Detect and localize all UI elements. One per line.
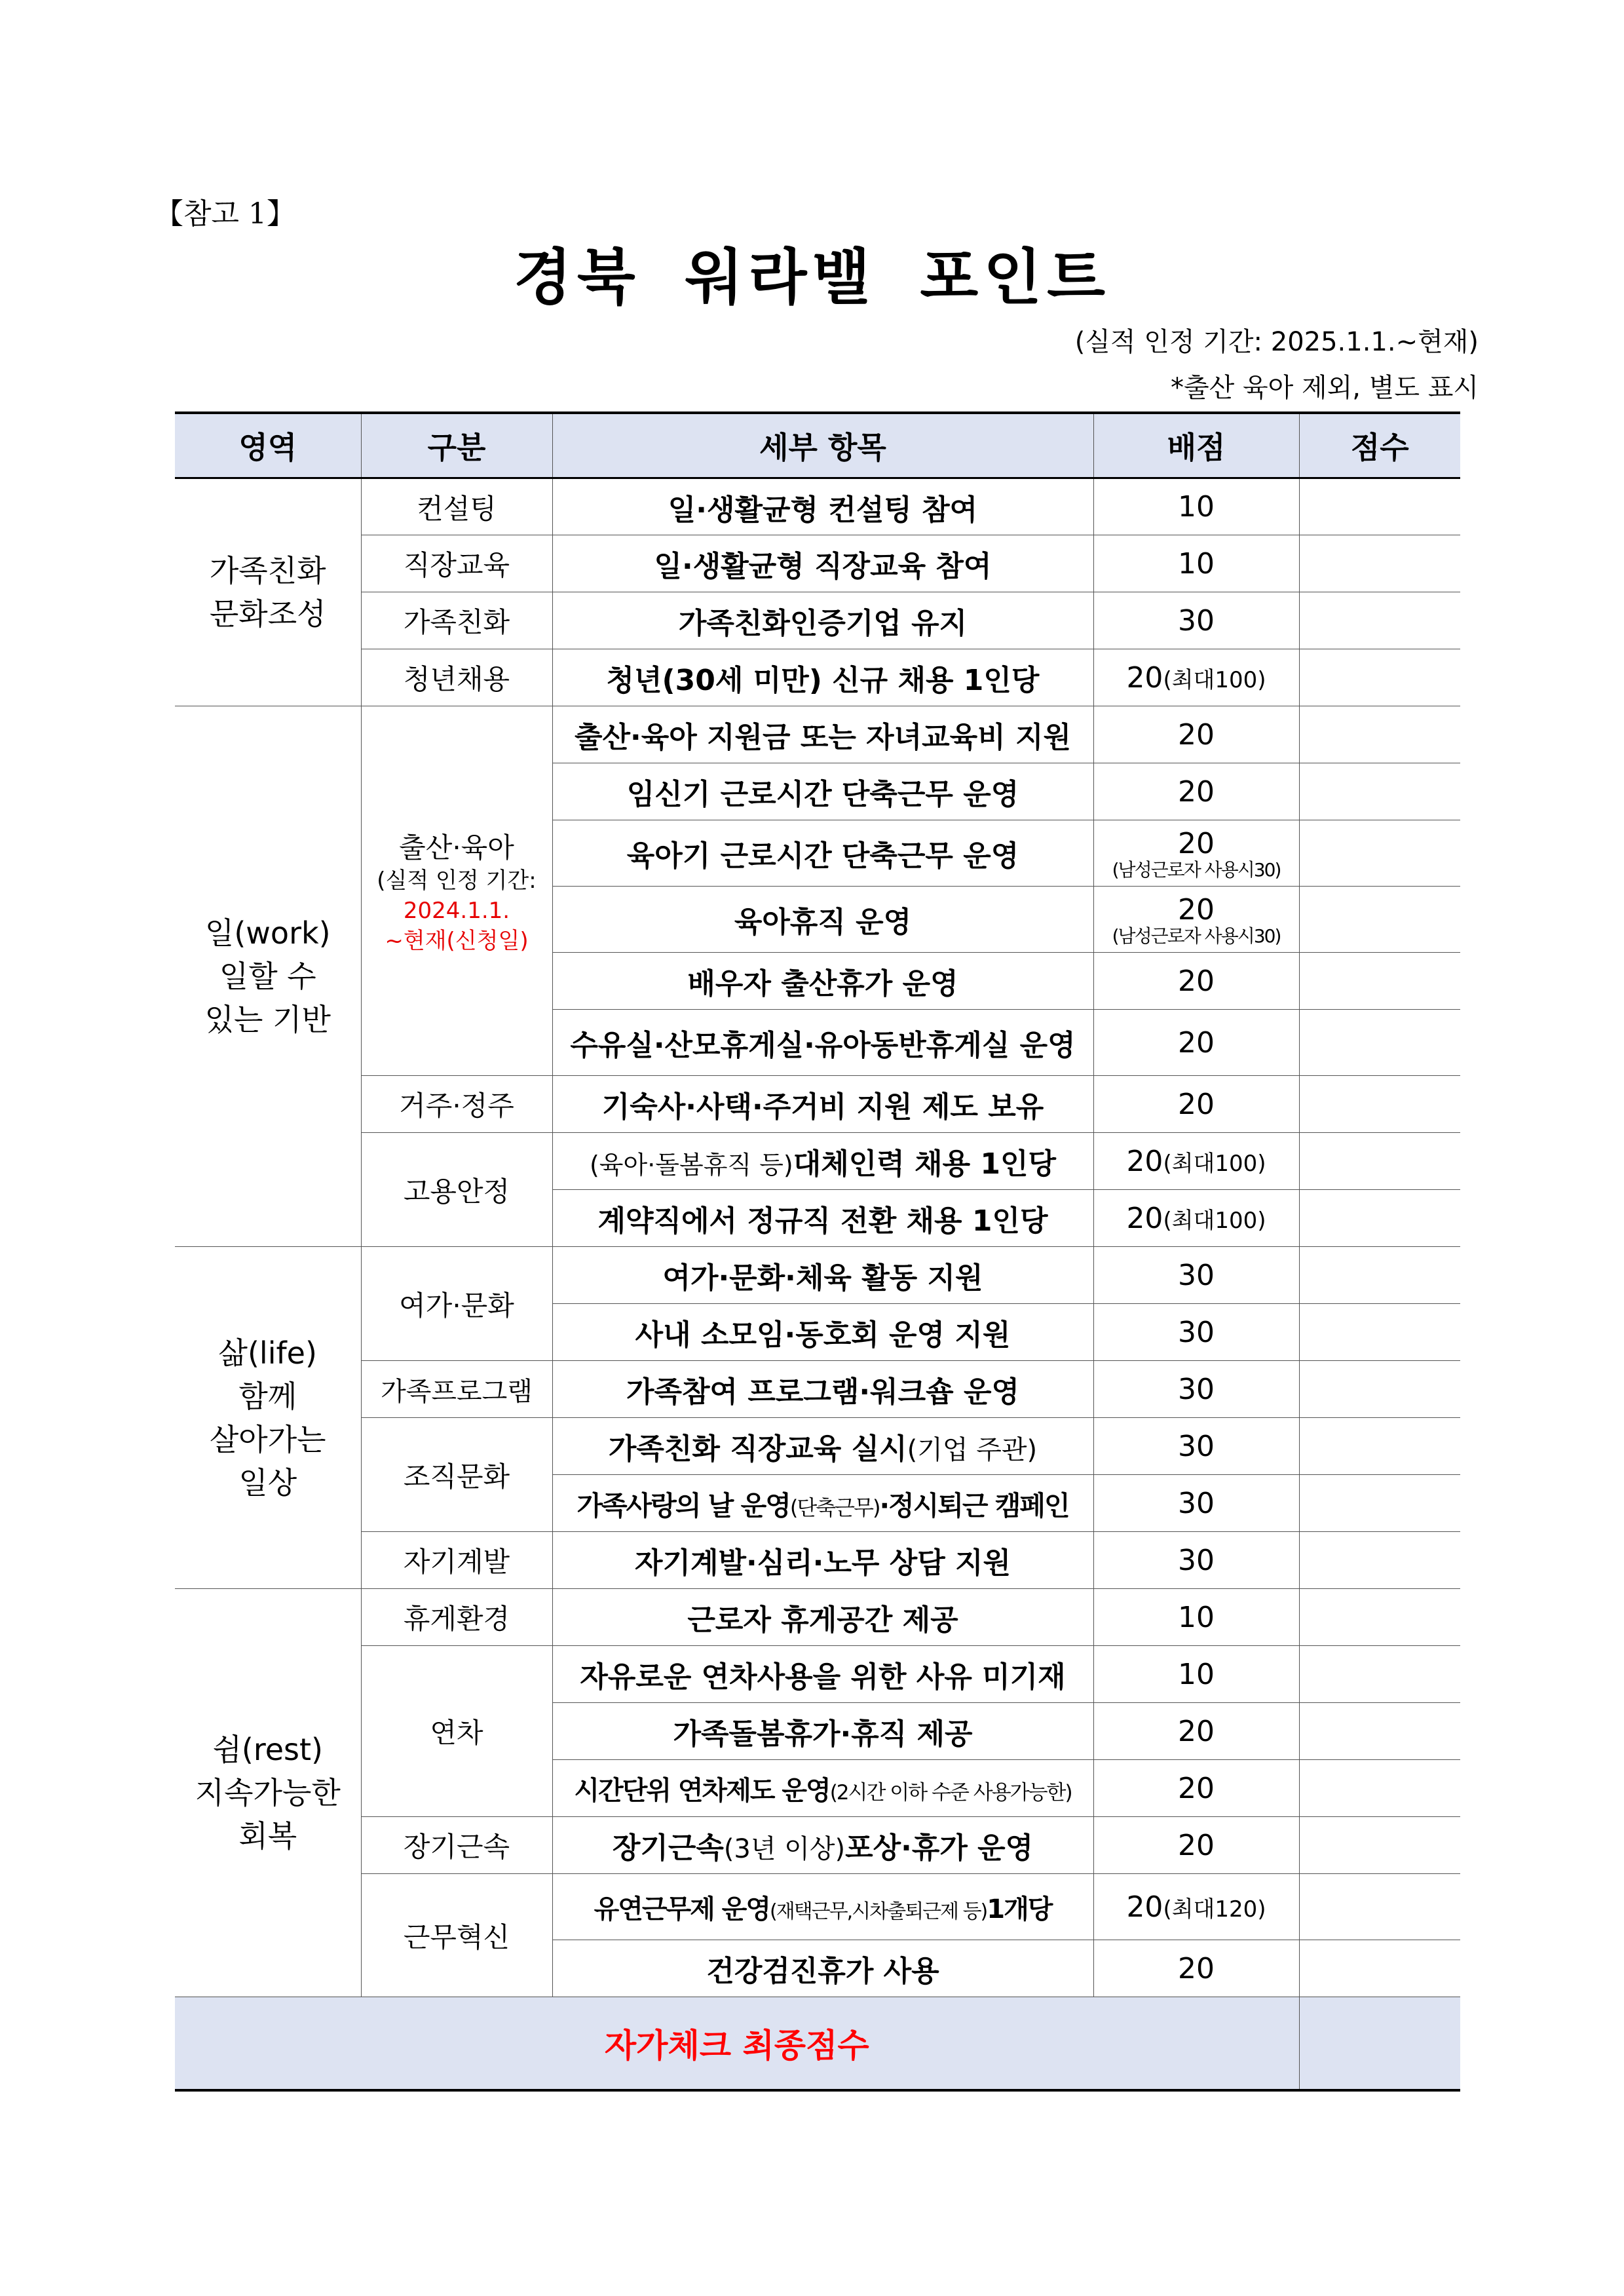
points-cell: 30 (1093, 1475, 1299, 1532)
points-cell: 30 (1093, 592, 1299, 649)
category-period-end: ~현재(신청일) (385, 927, 529, 954)
item-text: 육아기 근로시간 단축근무 운영 (552, 820, 1093, 887)
score-cell[interactable] (1299, 478, 1460, 535)
score-cell[interactable] (1299, 1133, 1460, 1190)
points-note: (최대100) (1163, 1150, 1266, 1177)
item-text: 임신기 근로시간 단축근무 운영 (552, 763, 1093, 820)
points-cell (1093, 887, 1299, 953)
item-main: 유연근무제 운영 (594, 1894, 770, 1924)
score-cell[interactable] (1299, 535, 1460, 592)
score-cell[interactable] (1299, 887, 1460, 953)
score-cell[interactable] (1299, 1361, 1460, 1418)
score-cell[interactable] (1299, 763, 1460, 820)
points-note: (최대120) (1163, 1896, 1266, 1923)
points-cell (1093, 649, 1299, 706)
category-rest-env: 휴게환경 (361, 1589, 552, 1646)
score-cell[interactable] (1299, 1589, 1460, 1646)
item-text: 근로자 휴게공간 제공 (552, 1589, 1093, 1646)
category-org-culture: 조직문화 (361, 1418, 552, 1532)
points-note: (최대100) (1163, 1207, 1266, 1234)
category-family-friendly: 가족친화 (361, 592, 552, 649)
category-label: 출산·육아 (399, 831, 514, 864)
category-annual-leave: 연차 (361, 1646, 552, 1817)
area-family-culture (175, 478, 361, 706)
header-category: 구분 (361, 413, 552, 478)
area-line: 일상 (238, 1464, 297, 1501)
points-cell: 20 (1093, 1703, 1299, 1760)
final-score-row (175, 1997, 1460, 2091)
area-line: 일(work) (204, 915, 331, 951)
category-youth-hire: 청년채용 (361, 649, 552, 706)
table-row (175, 1532, 1460, 1589)
category-family-program: 가족프로그램 (361, 1361, 552, 1418)
item-text: 수유실·산모휴게실·유아동반휴게실 운영 (552, 1010, 1093, 1076)
item-main: 가족사랑의 날 운영 (576, 1489, 790, 1521)
score-cell[interactable] (1299, 592, 1460, 649)
area-life (175, 1247, 361, 1589)
area-rest (175, 1589, 361, 1997)
points-cell: 20 (1093, 1076, 1299, 1133)
category-work-innovation: 근무혁신 (361, 1874, 552, 1997)
score-cell[interactable] (1299, 1532, 1460, 1589)
header-detail: 세부 항목 (552, 413, 1093, 478)
item-text: 육아휴직 운영 (552, 887, 1093, 953)
points-cell: 20 (1093, 1760, 1299, 1817)
points-cell: 20 (1093, 763, 1299, 820)
area-line: 가족친화 (209, 553, 326, 588)
item-text (552, 1133, 1093, 1190)
item-text: 출산·육아 지원금 또는 자녀교육비 지원 (552, 706, 1093, 763)
header-score: 점수 (1299, 413, 1460, 478)
final-score-label-cell (175, 1997, 1299, 2091)
score-cell[interactable] (1299, 1247, 1460, 1304)
item-mid: (재택근무,시차출퇴근제 등) (770, 1900, 987, 1923)
item-main: 가족친화 직장교육 실시 (608, 1432, 907, 1466)
area-line: 살아가는 (209, 1421, 326, 1457)
points-cell: 30 (1093, 1247, 1299, 1304)
item-text: 기숙사·사택·주거비 지원 제도 보유 (552, 1076, 1093, 1133)
category-employment: 고용안정 (361, 1133, 552, 1247)
table-row (175, 706, 1460, 763)
points-cell: 20 (1093, 953, 1299, 1010)
category-self-dev: 자기계발 (361, 1532, 552, 1589)
table-row (175, 1076, 1460, 1133)
points-note: (남성근로자 사용시30) (1112, 858, 1281, 881)
item-text (552, 1817, 1093, 1874)
points-cell: 10 (1093, 535, 1299, 592)
score-cell[interactable] (1299, 1874, 1460, 1940)
score-cell[interactable] (1299, 706, 1460, 763)
item-main-2: 포상·휴가 운영 (845, 1831, 1034, 1865)
table-row (175, 535, 1460, 592)
points-value: 20 (1126, 660, 1163, 695)
item-text: 여가·문화·체육 활동 지원 (552, 1247, 1093, 1304)
points-cell: 10 (1093, 1589, 1299, 1646)
category-long-service: 장기근속 (361, 1817, 552, 1874)
item-prefix: (육아·돌봄휴직 등) (589, 1151, 793, 1179)
score-cell[interactable] (1299, 1475, 1460, 1532)
item-text (552, 1760, 1093, 1817)
points-cell (1093, 1874, 1299, 1940)
reference-label: 【참고 1】 (155, 197, 295, 231)
score-cell[interactable] (1299, 1076, 1460, 1133)
area-line: 삶(life) (218, 1335, 317, 1371)
page-title: 경북 워라밸 포인트 (513, 242, 1111, 313)
table-row (175, 1247, 1460, 1304)
points-cell: 30 (1093, 1304, 1299, 1361)
final-score-label: 자가체크 최종점수 (604, 2027, 869, 2065)
item-suffix: (2시간 이하 수준 사용가능한) (829, 1780, 1072, 1805)
item-text: 사내 소모임·동호회 운영 지원 (552, 1304, 1093, 1361)
table-row (175, 1133, 1460, 1190)
points-cell: 30 (1093, 1361, 1299, 1418)
score-cell[interactable] (1299, 1190, 1460, 1247)
area-line: 문화조성 (209, 596, 326, 632)
points-cell (1093, 820, 1299, 887)
points-value: 20 (1126, 1201, 1163, 1235)
category-childbirth (361, 706, 552, 1076)
item-main-2: ·정시퇴근 캠페인 (879, 1489, 1069, 1521)
item-suffix: (기업 주관) (907, 1435, 1038, 1465)
item-text: 일·생활균형 컨설팅 참여 (552, 478, 1093, 535)
period-note: (실적 인정 기간: 2025.1.1.~현재) (1074, 327, 1479, 357)
area-line: 있는 기반 (204, 1002, 331, 1037)
score-cell[interactable] (1299, 1010, 1460, 1076)
table-row (175, 1646, 1460, 1703)
table-header-row (175, 413, 1460, 478)
table-row (175, 649, 1460, 706)
item-main: 장기근속 (612, 1831, 724, 1865)
points-note: (남성근로자 사용시30) (1112, 925, 1281, 947)
header-area: 영역 (175, 413, 361, 478)
score-cell[interactable] (1299, 1418, 1460, 1475)
points-cell: 30 (1093, 1532, 1299, 1589)
points-cell: 10 (1093, 1646, 1299, 1703)
item-text (552, 1418, 1093, 1475)
item-text: 가족참여 프로그램·워크숍 운영 (552, 1361, 1093, 1418)
score-cell[interactable] (1299, 1703, 1460, 1760)
item-main: 대체인력 채용 1인당 (793, 1147, 1057, 1181)
table-row (175, 1874, 1460, 1940)
points-value: 20 (1178, 826, 1215, 860)
final-score-cell[interactable] (1299, 1997, 1460, 2091)
points-value: 20 (1178, 892, 1215, 927)
item-text: 일·생활균형 직장교육 참여 (552, 535, 1093, 592)
points-cell: 20 (1093, 1940, 1299, 1997)
points-value: 20 (1126, 1890, 1163, 1924)
item-text: 계약직에서 정규직 전환 채용 1인당 (552, 1190, 1093, 1247)
category-consulting: 컨설팅 (361, 478, 552, 535)
item-text: 건강검진휴가 사용 (552, 1940, 1093, 1997)
table-row (175, 1589, 1460, 1646)
item-main: 시간단위 연차제도 운영 (574, 1775, 830, 1806)
score-cell[interactable] (1299, 1940, 1460, 1997)
score-cell[interactable] (1299, 953, 1460, 1010)
area-line: 쉼(rest) (212, 1732, 324, 1767)
area-work (175, 706, 361, 1247)
points-cell (1093, 1133, 1299, 1190)
area-line: 회복 (238, 1818, 297, 1854)
item-mid: (단축근무) (789, 1495, 880, 1520)
score-cell[interactable] (1299, 1817, 1460, 1874)
points-cell: 30 (1093, 1418, 1299, 1475)
points-cell: 20 (1093, 1817, 1299, 1874)
header-points: 배점 (1093, 413, 1299, 478)
category-period-prefix: (실적 인정 기간: (377, 867, 537, 894)
table-row (175, 1361, 1460, 1418)
points-cell: 20 (1093, 1010, 1299, 1076)
area-line: 지속가능한 (195, 1775, 341, 1810)
points-note: (최대100) (1163, 666, 1266, 693)
exclusion-note: *출산 육아 제외, 별도 표시 (1171, 373, 1479, 403)
category-housing: 거주·정주 (361, 1076, 552, 1133)
area-line: 일할 수 (219, 959, 316, 994)
score-cell[interactable] (1299, 1304, 1460, 1361)
item-text: 가족친화인증기업 유지 (552, 592, 1093, 649)
table-row (175, 1418, 1460, 1475)
points-cell (1093, 1190, 1299, 1247)
item-text (552, 1874, 1093, 1940)
score-cell[interactable] (1299, 820, 1460, 887)
category-workplace-edu: 직장교육 (361, 535, 552, 592)
item-text: 배우자 출산휴가 운영 (552, 953, 1093, 1010)
item-mid: (3년 이상) (723, 1834, 846, 1864)
points-cell: 10 (1093, 478, 1299, 535)
item-text: 자기계발·심리·노무 상담 지원 (552, 1532, 1093, 1589)
score-cell[interactable] (1299, 649, 1460, 706)
area-line: 함께 (238, 1378, 297, 1414)
item-text (552, 1475, 1093, 1532)
item-text: 청년(30세 미만) 신규 채용 1인당 (552, 649, 1093, 706)
category-period-date: 2024.1.1. (403, 897, 510, 924)
score-cell[interactable] (1299, 1760, 1460, 1817)
table-row (175, 478, 1460, 535)
points-cell: 20 (1093, 706, 1299, 763)
item-main-2: 1개당 (987, 1894, 1052, 1924)
points-table (175, 411, 1460, 2092)
item-text: 자유로운 연차사용을 위한 사유 미기재 (552, 1646, 1093, 1703)
score-cell[interactable] (1299, 1646, 1460, 1703)
category-leisure: 여가·문화 (361, 1247, 552, 1361)
item-text: 가족돌봄휴가·휴직 제공 (552, 1703, 1093, 1760)
points-value: 20 (1126, 1144, 1163, 1178)
table-row (175, 1817, 1460, 1874)
table-row (175, 592, 1460, 649)
